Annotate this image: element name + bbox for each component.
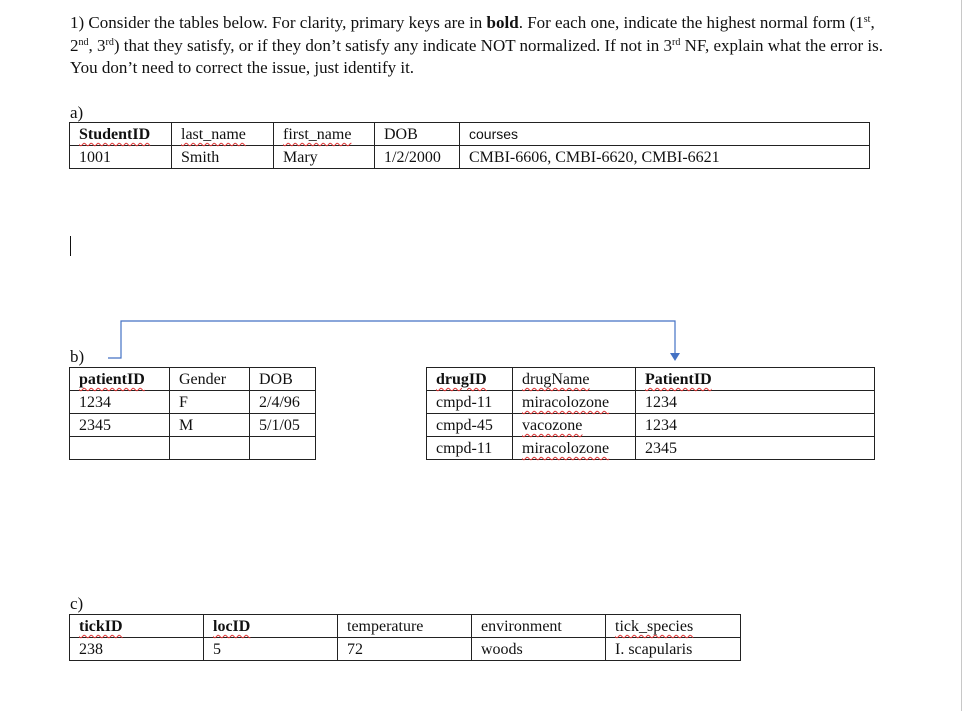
cell: 2345 — [70, 414, 170, 437]
header-first-name: first_name — [283, 126, 352, 143]
cell: 1234 — [70, 391, 170, 414]
cell: 2345 — [636, 437, 875, 460]
question-text: 1) Consider the tables below. For clarity, primary keys are in bold. For each one, indicate the highest normal form (1st, 2nd, 3rd) that they satisfy, or if they don’t satisfy any indicate NOT normalized. If not in 3rd NF, explain what the error is. You don’t need to correct the issue, just identify it. — [70, 13, 883, 77]
header-gender: Gender — [179, 371, 227, 388]
table-row — [70, 391, 316, 414]
table-row — [70, 437, 316, 460]
cell — [70, 437, 170, 460]
part-b-label: b) — [70, 347, 85, 366]
header-temperature: temperature — [347, 618, 424, 635]
cell: 238 — [70, 638, 204, 661]
cell: 1001 — [70, 146, 172, 169]
part-a-label: a) — [70, 103, 84, 122]
cell: woods — [472, 638, 606, 661]
cell: Smith — [172, 146, 274, 169]
bold-word: bold — [486, 13, 519, 32]
header-courses: courses — [469, 126, 519, 142]
table-b-patients — [69, 367, 316, 460]
cell: CMBI-6606, CMBI-6620, CMBI-6621 — [460, 146, 870, 169]
cell: 5/1/05 — [250, 414, 316, 437]
table-row — [70, 615, 741, 638]
cell — [170, 437, 250, 460]
cell: miracolozone — [522, 394, 610, 411]
cell: cmpd-45 — [427, 414, 513, 437]
cell: M — [170, 414, 250, 437]
cell: 1234 — [636, 414, 875, 437]
table-row — [427, 391, 875, 414]
table-row — [427, 437, 875, 460]
cell: 1/2/2000 — [375, 146, 460, 169]
table-row — [70, 638, 741, 661]
cell: vacozone — [522, 417, 583, 434]
header-dob: DOB — [384, 126, 418, 143]
header-patientid: patientID — [79, 371, 145, 388]
header-dob: DOB — [259, 371, 293, 388]
table-c — [69, 614, 741, 661]
cell: 5 — [204, 638, 338, 661]
header-environment: environment — [481, 618, 562, 635]
cell: Mary — [274, 146, 375, 169]
header-last-name: last_name — [181, 126, 246, 143]
cell: 1234 — [636, 391, 875, 414]
cell: 72 — [338, 638, 472, 661]
table-row — [427, 414, 875, 437]
part-c-label: c) — [70, 594, 84, 613]
cell: I. scapularis — [606, 638, 741, 661]
header-patientid-fk: PatientID — [645, 371, 712, 388]
cell: cmpd-11 — [427, 437, 513, 460]
cell: 2/4/96 — [250, 391, 316, 414]
header-locid: locID — [213, 618, 251, 635]
header-tickid: tickID — [79, 618, 123, 635]
cell — [250, 437, 316, 460]
header-tick-species: tick_species — [615, 618, 694, 635]
cell: F — [170, 391, 250, 414]
table-b-drugs — [426, 367, 875, 460]
cell: cmpd-11 — [427, 391, 513, 414]
table-row — [70, 414, 316, 437]
header-drugname: drugName — [522, 371, 590, 388]
header-drugid: drugID — [436, 371, 487, 388]
table-row — [70, 368, 316, 391]
table-row — [427, 368, 875, 391]
header-studentid: StudentID — [79, 126, 151, 143]
cell: miracolozone — [522, 440, 610, 457]
